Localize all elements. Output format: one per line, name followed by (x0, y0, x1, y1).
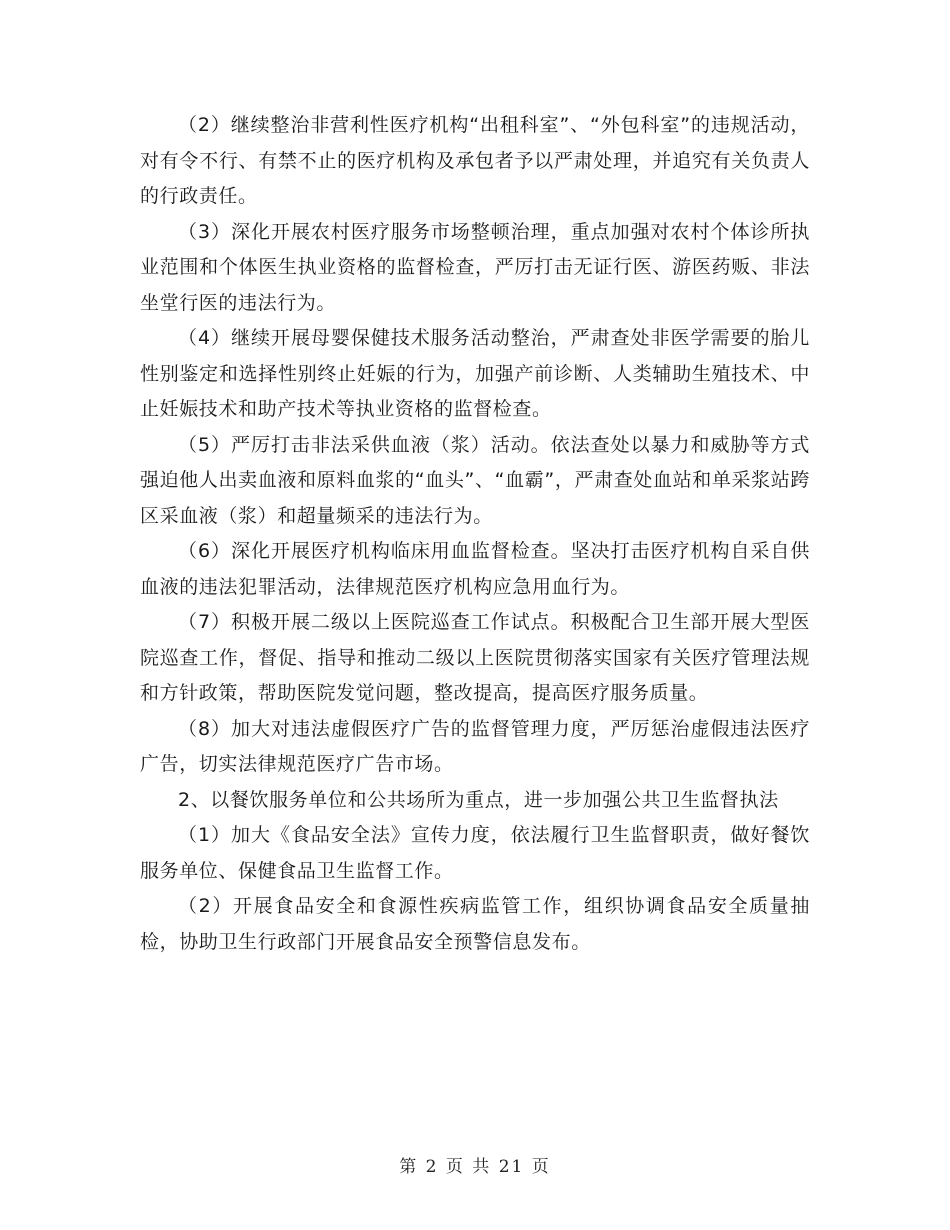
page-number-footer: 第 2 页 共 21 页 (399, 1157, 551, 1177)
paragraph-item-2-food-safety-monitoring: （2）开展食品安全和食源性疾病监管工作，组织协调食品安全质量抽检，协助卫生行政部门开展食品安全预警信息发布。 (140, 895, 810, 953)
paragraph-item-4-maternal-infant-care: （4）继续开展母婴保健技术服务活动整治，严肃查处非医学需要的胎儿性别鉴定和选择性别终止妊娠的行为，加强产前诊断、人类辅助生殖技术、中止妊娠技术和助产技术等执业资格的监督检查。 (140, 327, 810, 420)
paragraph-item-6-clinical-blood-use: （6）深化开展医疗机构临床用血监督检查。坚决打击医疗机构自采自供血液的违法犯罪活动，法律规范医疗机构应急用血行为。 (140, 540, 810, 598)
paragraph-item-2-rental-departments: （2）继续整治非营利性医疗机构“出租科室”、“外包科室”的违规活动，对有令不行、有禁不止的医疗机构及承包者予以严肃处理，并追究有关负责人的行政责任。 (140, 114, 810, 207)
document-body (140, 108, 810, 960)
paragraph-item-8-medical-advertising: （8）加大对违法虚假医疗广告的监督管理力度，严厉惩治虚假违法医疗广告，切实法律规范医疗广告市场。 (140, 717, 810, 775)
paragraph-item-7-hospital-inspection: （7）积极开展二级以上医院巡查工作试点。积极配合卫生部开展大型医院巡查工作，督促、指导和推动二级以上医院贯彻落实国家有关医疗管理法规和方针政策，帮助医院发觉问题，整改提高，提高医疗服务质量。 (140, 611, 810, 704)
paragraph-item-3-rural-medical-market: （3）深化开展农村医疗服务市场整顿治理，重点加强对农村个体诊所执业范围和个体医生执业资格的监督检查，严厉打击无证行医、游医药贩、非法坐堂行医的违法行为。 (140, 220, 810, 314)
paragraph-item-1-food-safety-law: （1）加大《食品安全法》宣传力度，依法履行卫生监督职责，做好餐饮服务单位、保健食品卫生监督工作。 (140, 824, 810, 882)
section-heading-public-health-supervision: 2、以餐饮服务单位和公共场所为重点，进一步加强公共卫生监督执法 (178, 788, 779, 811)
paragraph-item-5-illegal-blood-collection: （5）严厉打击非法采供血液（浆）活动。依法查处以暴力和威胁等方式强迫他人出卖血液和原料血浆的“血头”、“血霸”，严肃查处血站和单采浆站跨区采血液（浆）和超量频采的违法行为。 (140, 433, 810, 527)
